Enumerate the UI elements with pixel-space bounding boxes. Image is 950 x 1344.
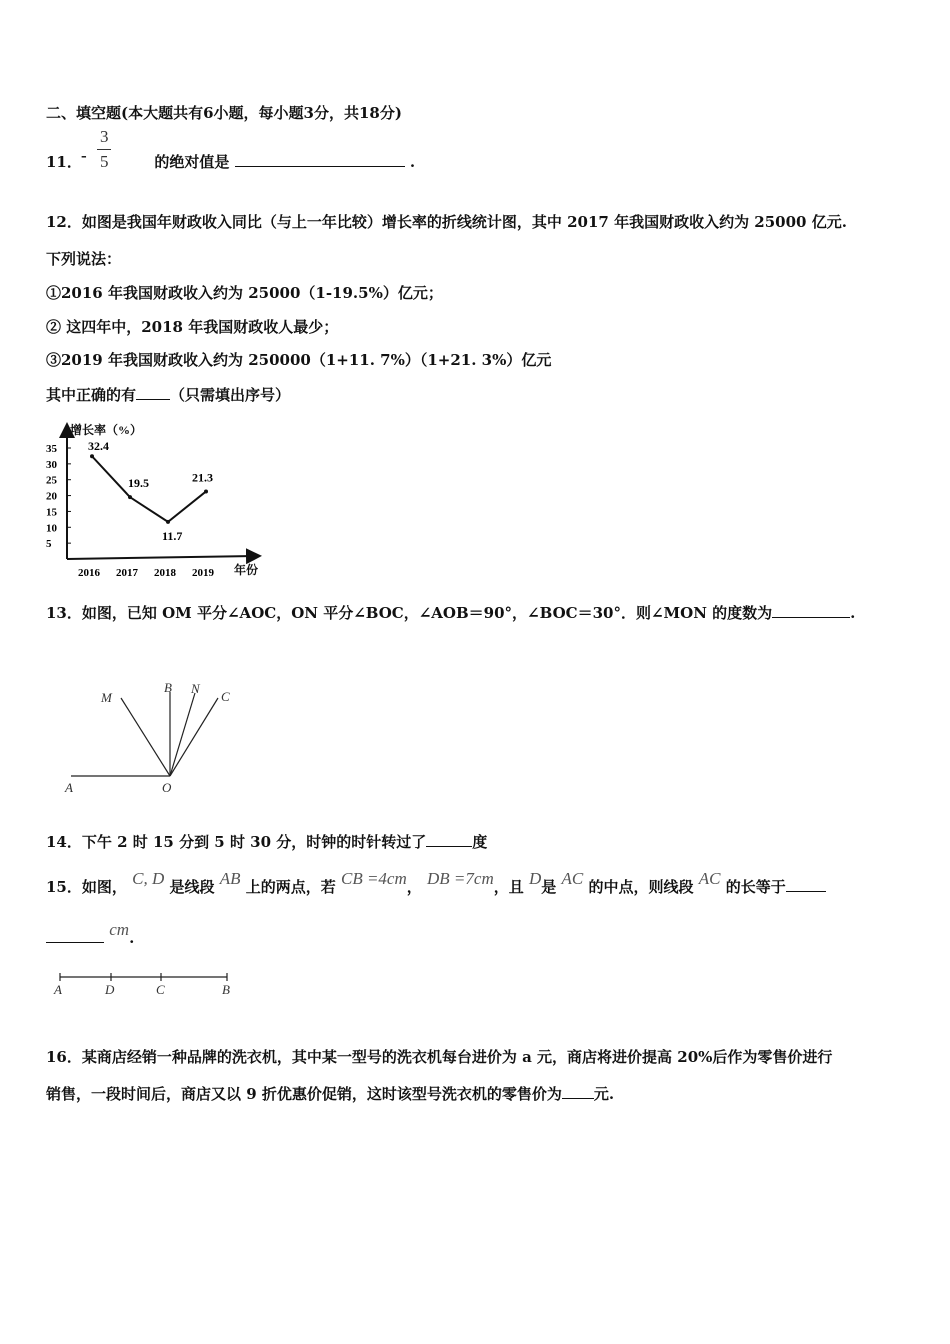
- label-C: C: [221, 689, 230, 704]
- label-A: A: [54, 982, 62, 997]
- data-label: 19.5: [128, 476, 149, 491]
- y-tick-label: 25: [46, 474, 57, 487]
- q13-answer-blank[interactable]: [772, 603, 850, 618]
- ray-OC: [170, 698, 218, 776]
- growth-rate-line-chart: [40, 418, 280, 583]
- y-tick-label: 10: [46, 522, 57, 535]
- x-axis-label: 年份: [234, 563, 259, 577]
- label-A: A: [65, 780, 73, 795]
- label-D: D: [105, 982, 115, 997]
- label-N: N: [191, 681, 200, 696]
- y-tick-label: 35: [46, 443, 57, 455]
- fraction-bar: [97, 149, 111, 150]
- q12-option-2: ② 这四年中，2018 年我国财政收人最少；: [46, 318, 339, 336]
- q12-prompt: 下列说法：: [46, 250, 122, 268]
- section-title: 二、填空题(本大题共有6小题，每小题3分，共18分): [46, 104, 402, 122]
- x-tick-label: 2019: [192, 567, 214, 579]
- y-tick-label: 30: [46, 458, 57, 471]
- x-tick-label: 2018: [154, 567, 176, 579]
- q13-statement: 13．如图，已知 OM 平分∠AOC，ON 平分∠BOC，∠AOB＝90°，∠BOC＝30°．则∠MON 的度数为 .: [46, 604, 856, 622]
- data-point: [90, 454, 94, 458]
- q12-ask: 其中正确的有 （只需填出序号）: [46, 386, 291, 404]
- q11-answer-blank[interactable]: [235, 152, 405, 167]
- ray-ON: [170, 693, 195, 776]
- label-C: C: [156, 982, 165, 997]
- y-axis-label: 增长率（%）: [70, 423, 143, 437]
- q11-number: 11．: [46, 153, 82, 171]
- q15-statement: 15．如图， C, D 是线段 AB 上的两点，若 CB =4cm， DB =7cm，且 D是 AC 的中点，则线段 AC 的长等于: [46, 877, 826, 897]
- data-point: [204, 489, 208, 493]
- ray-OM: [121, 698, 170, 776]
- angle-figure: [55, 675, 255, 800]
- data-point: [166, 520, 170, 524]
- series-line: [92, 456, 206, 522]
- segment-figure: [50, 966, 240, 1000]
- q16-answer-blank[interactable]: [562, 1084, 594, 1099]
- q14-answer-blank[interactable]: [426, 832, 472, 847]
- data-point: [128, 495, 132, 499]
- q11-denominator: 5: [100, 152, 109, 171]
- data-label: 21.3: [192, 470, 213, 485]
- label-O: O: [162, 780, 172, 795]
- y-tick-label: 5: [46, 538, 52, 551]
- q12-option-3: ③2019 年我国财政收入约为 250000（1+11. 7%）（1+21. 3%）亿元: [46, 351, 552, 369]
- label-M: M: [101, 690, 112, 705]
- q11-text: 的绝对值是: [154, 153, 230, 171]
- x-axis: [67, 556, 258, 559]
- q14-statement: 14．下午 2 时 15 分到 5 时 30 分，时钟的时针转过了 度: [46, 833, 488, 851]
- y-tick-label: 20: [46, 490, 57, 503]
- x-tick-label: 2016: [78, 567, 100, 579]
- q11-minus-sign: -: [81, 146, 87, 165]
- q16-statement-cont: 销售，一段时间后，商店又以 9 折优惠价促销，这时该型号洗衣机的零售价为 元.: [46, 1085, 615, 1103]
- label-B: B: [164, 680, 172, 695]
- data-label: 11.7: [162, 528, 183, 543]
- q12-statement: 12．如图是我国年财政收入同比（与上一年比较）增长率的折线统计图，其中 2017 年我国财政收入约为 25000 亿元.: [46, 213, 847, 231]
- q15-answer-blank-1[interactable]: [786, 877, 826, 892]
- q11-numerator: 3: [100, 127, 109, 146]
- y-tick-label: 15: [46, 506, 57, 519]
- q16-statement: 16．某商店经销一种品牌的洗衣机，其中某一型号的洗衣机每台进价为 a 元，商店将进价提高 20%后作为零售价进行: [46, 1048, 833, 1066]
- q15-statement-cont: cm.: [46, 928, 134, 948]
- q15-answer-blank-2[interactable]: [46, 928, 104, 943]
- q12-option-1: ①2016 年我国财政收入约为 25000（1-19.5%）亿元；: [46, 284, 443, 302]
- q12-answer-blank[interactable]: [136, 385, 170, 400]
- data-label: 32.4: [88, 439, 109, 454]
- label-B: B: [222, 982, 230, 997]
- x-tick-label: 2017: [116, 567, 138, 579]
